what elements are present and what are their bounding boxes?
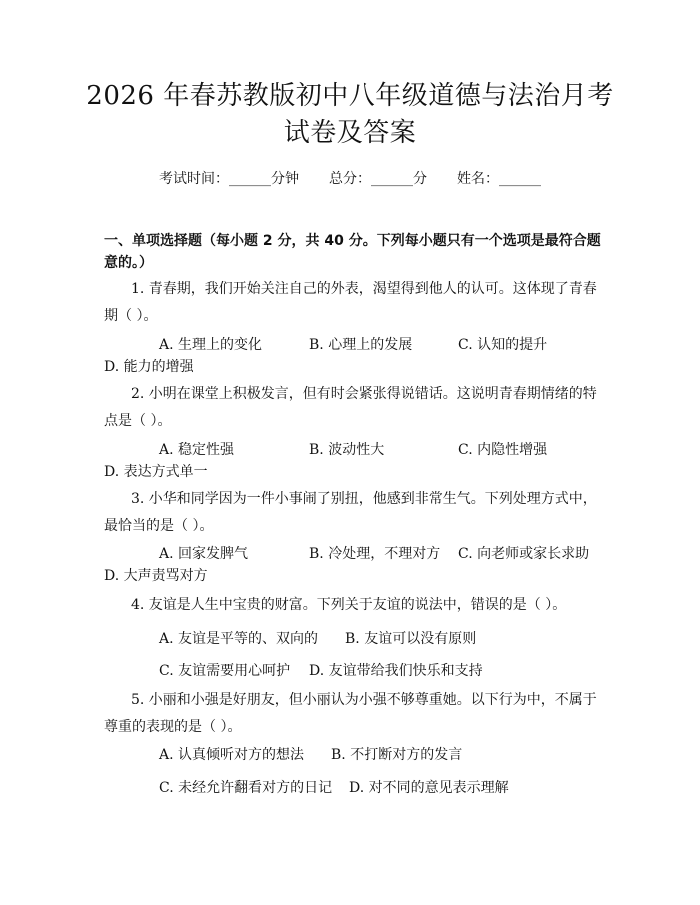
question-3-stem: 3. 小华和同学因为一件小事闹了别扭，他感到非常生气。下列处理方式中，最恰当的是（ ）。: [104, 491, 597, 534]
question-2-option-a: A. 稳定性强: [159, 442, 235, 458]
question-5-option-b: B. 不打断对方的发言: [331, 747, 463, 763]
question-4-option-d: D. 友谊带给我们快乐和支持: [309, 663, 483, 679]
question-1-option-d: D. 能力的增强: [104, 359, 194, 375]
question-1-option-b: B. 心理上的发展: [309, 337, 413, 353]
question-3-option-d: D. 大声责骂对方: [104, 568, 208, 584]
question-5-option-c: C. 未经允许翻看对方的日记: [159, 780, 333, 796]
total-score-field: 总分：______分: [329, 171, 427, 187]
question-4-option-a: A. 友谊是平等的、双向的: [159, 631, 319, 647]
exam-time-field: 考试时间：______分钟: [159, 171, 299, 187]
exam-title-line2: 试卷及答案: [283, 118, 417, 148]
question-5-option-a: A. 认真倾听对方的想法: [159, 747, 305, 763]
question-5-stem: 5. 小丽和小强是好朋友，但小丽认为小强不够尊重她。以下行为中，不属于尊重的表现的是（ ）。: [104, 692, 597, 735]
question-4-option-c: C. 友谊需要用心呵护: [159, 663, 291, 679]
question-3-option-c: C. 向老师或家长求助: [458, 546, 590, 562]
question-1-stem: 1. 青春期，我们开始关注自己的外表，渴望得到他人的认可。这体现了青春期（ ）。: [104, 281, 597, 324]
question-2-option-b: B. 波动性大: [309, 442, 385, 458]
question-4-stem: 4. 友谊是人生中宝贵的财富。下列关于友谊的说法中，错误的是（ ）。: [131, 597, 567, 613]
question-1-option-a: A. 生理上的变化: [159, 337, 263, 353]
name-field: 姓名：______: [457, 171, 541, 187]
exam-meta: [0, 168, 700, 188]
question-5-option-d: D. 对不同的意见表示理解: [349, 780, 509, 796]
question-3-option-b: B. 冷处理，不理对方: [309, 546, 441, 562]
question-2-option-d: D. 表达方式单一: [104, 464, 208, 480]
exam-title: [60, 78, 640, 152]
question-3-option-a: A. 回家发脾气: [159, 546, 249, 562]
exam-title-line1: 2026 年春苏教版初中八年级道德与法治月考: [86, 81, 614, 111]
question-1-option-c: C. 认知的提升: [458, 337, 548, 353]
section-heading-single-choice: 一、单项选择题（每小题 2 分，共 40 分。下列每小题只有一个选项是最符合题意的。）: [104, 233, 601, 271]
question-4-option-b: B. 友谊可以没有原则: [345, 631, 477, 647]
question-2-stem: 2. 小明在课堂上积极发言，但有时会紧张得说错话。这说明青春期情绪的特点是（ ）。: [104, 386, 597, 429]
question-2-option-c: C. 内隐性增强: [458, 442, 548, 458]
